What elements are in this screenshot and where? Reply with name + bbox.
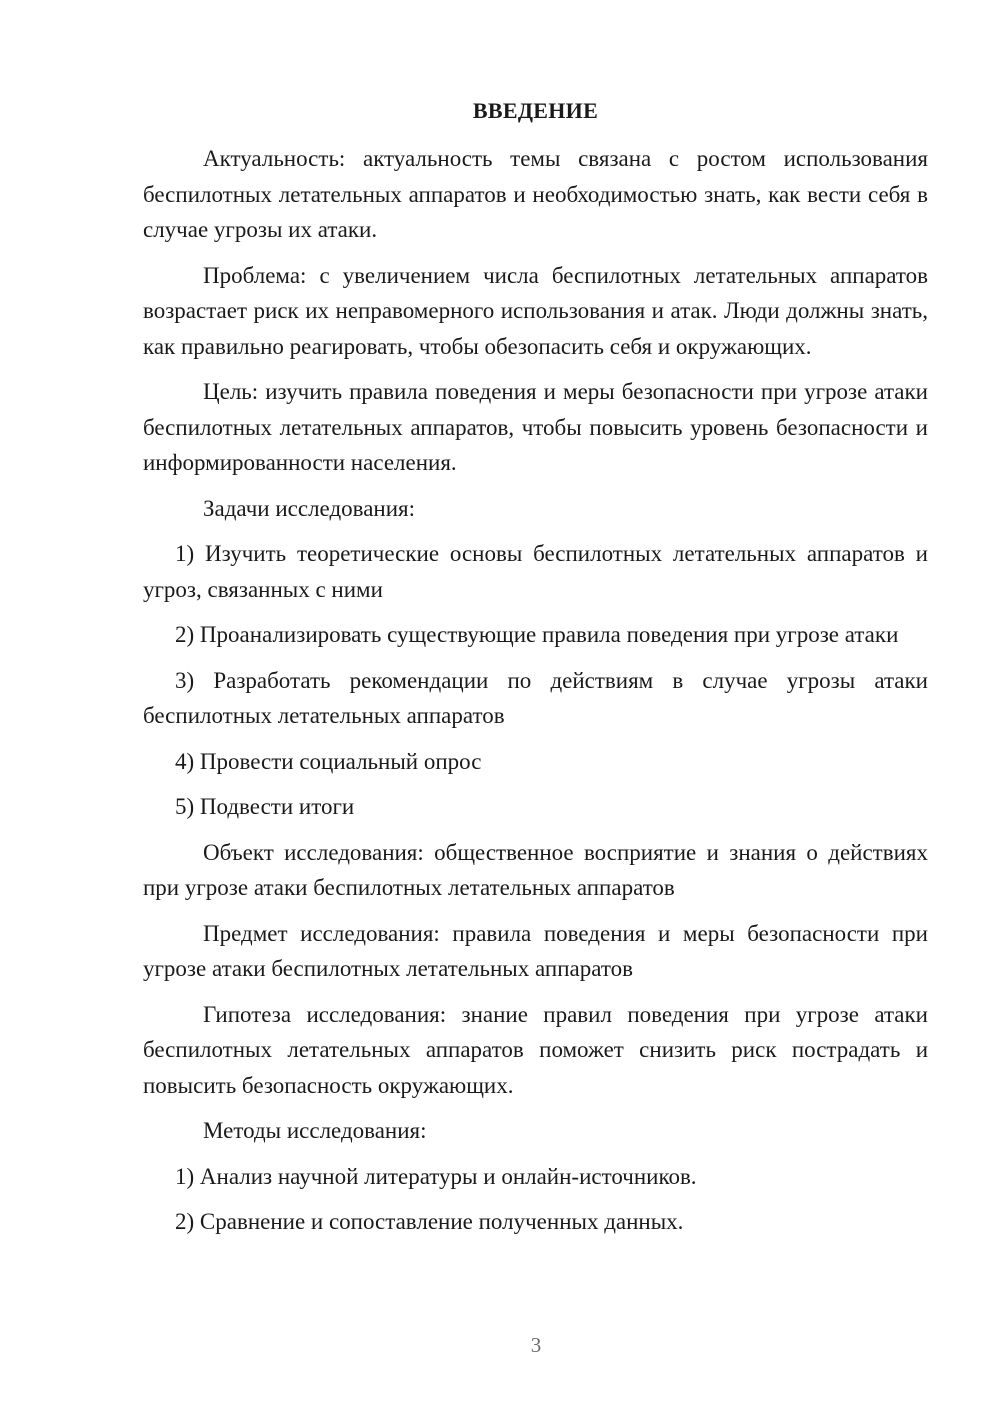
tasks-heading: Задачи исследования: <box>203 495 416 521</box>
task-item: 3) Разработать рекомендации по действиям в случае угрозы атаки беспилотных летательных аппаратов <box>143 667 928 728</box>
page-title: ВВЕДЕНИЕ <box>472 98 599 123</box>
goal-paragraph: Цель: изучить правила поведения и меры безопасности при угрозе атаки беспилотных летательных аппаратов, чтобы повысить уровень безопасности и информированности населения. <box>143 379 928 475</box>
subject-paragraph: Предмет исследования: правила поведения и меры безопасности при угрозе атаки беспилотных летательных аппаратов <box>143 920 928 981</box>
method-item: 1) Анализ научной литературы и онлайн-источников. <box>175 1163 697 1189</box>
object-paragraph: Объект исследования: общественное восприятие и знания о действиях при угрозе атаки беспилотных летательных аппаратов <box>143 839 928 900</box>
page-number: 3 <box>530 1333 542 1357</box>
task-item: 2) Проанализировать существующие правила поведения при угрозе атаки <box>175 622 899 647</box>
task-item: 4) Провести социальный опрос <box>175 748 482 774</box>
problem-paragraph: Проблема: с увеличением числа беспилотных летательных аппаратов возрастает риск их неправомерного использования и атак. Люди должны знать, как правильно реагировать, чтобы обезопасить себя и окружающих. <box>143 262 928 359</box>
task-item: 5) Подвести итоги <box>175 794 355 819</box>
methods-heading: Методы исследования: <box>203 1118 427 1143</box>
method-item: 2) Сравнение и сопоставление полученных данных. <box>175 1209 684 1234</box>
relevance-paragraph: Актуальность: актуальность темы связана с ростом использования беспилотных летательных аппаратов и необходимостью знать, как вести себя в случае угрозы их атаки. <box>143 146 928 242</box>
document-page <box>143 93 928 1250</box>
task-item: 1) Изучить теоретические основы беспилотных летательных аппаратов и угроз, связанных с ними <box>143 541 928 602</box>
hypothesis-paragraph: Гипотеза исследования: знание правил поведения при угрозе атаки беспилотных летательных аппаратов поможет снизить риск пострадать и повысить безопасность окружающих. <box>143 1001 928 1098</box>
